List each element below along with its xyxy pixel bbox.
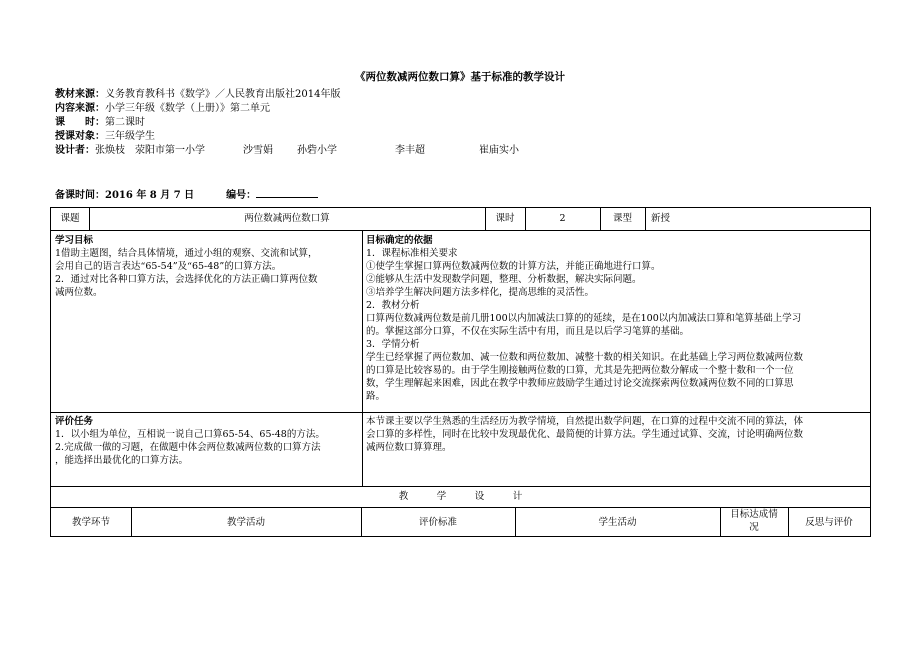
col-student-activity: 学生活动	[598, 517, 637, 528]
meta-row-designer: 设计者：张焕枝 荥阳市第一小学 沙雪娟 孙砦小学 李丰超 崔庙实小	[55, 145, 519, 156]
eval-line: 2.完成做一做的习题，在做题中体会两位数减两位数的口算方法	[55, 442, 321, 453]
eval-desc-line: 会口算的多样性，同时在比较中发现最优化、最简便的计算方法。学生通过试算、交流，讨论明确两位数	[366, 429, 804, 440]
eval-desc-line: 减两位数口算算理。	[366, 442, 452, 453]
type-value: 新授	[651, 213, 671, 224]
evaluation-tasks	[55, 415, 360, 467]
number-blank	[256, 188, 318, 198]
meta-row-audience: 授课对象：三年级学生	[55, 131, 155, 142]
date-line: 备课时间：2016 年 8 月 7 日 编号：	[55, 186, 318, 201]
basis-line: 1．课程标准相关要求	[366, 248, 458, 259]
col-goal-achievement: 目标达成情况	[730, 509, 778, 533]
row-line	[51, 486, 870, 487]
basis-line: 2．教材分析	[366, 300, 420, 311]
meta-row-source: 教材来源：义务教育教科书《数学》／人民教育出版社2014年版	[55, 89, 341, 100]
goal-line: 2．通过对比各种口算方法，会选择优化的方法正确口算两位数	[55, 274, 318, 285]
learning-goals	[55, 234, 360, 299]
row-line	[51, 230, 870, 231]
col-teaching-step: 教学环节	[71, 517, 110, 528]
col-line	[362, 230, 363, 486]
col-line	[720, 507, 721, 537]
goal-line: 会用自己的语言表达“65-54”及“65-48”的口算方法。	[55, 261, 282, 272]
goal-basis	[366, 234, 868, 403]
eval-line: ，能选择出最优化的口算方法。	[55, 455, 189, 466]
goal-line: 1借助主题图，结合具体情境，通过小组的观察、交流和试算，	[55, 248, 318, 259]
meta-row-period: 课 时：第二课时	[55, 117, 145, 128]
col-eval-standard: 评价标准	[418, 517, 457, 528]
evaluation-heading: 评价任务	[55, 416, 94, 427]
evaluation-description	[366, 415, 868, 454]
basis-line: 路。	[366, 391, 386, 402]
basis-line: 学生已经掌握了两位数加、减一位数和两位数加、减整十数的相关知识。在此基础上学习两位数减两位数	[366, 352, 804, 363]
period-label: 课时	[495, 213, 515, 224]
row-line	[51, 412, 870, 413]
basis-line: ③培养学生解决问题方法多样化，提高思维的灵活性。	[366, 287, 595, 298]
basis-line: ①使学生掌握口算两位数减两位数的计算方法，并能正确地进行口算。	[366, 261, 661, 272]
col-reflection: 反思与评价	[805, 517, 853, 528]
col-teaching-activity: 教学活动	[226, 517, 265, 528]
basis-line: 口算两位数减两位数是前几册100以内加减法口算的的延续，是在100以内加减法口算和笔算基础上学习	[366, 313, 802, 324]
basis-line: 的。掌握这部分口算，不仅在实际生活中有用，而且是以后学习笔算的基础。	[366, 326, 690, 337]
basis-line: 的口算是比较容易的。由于学生刚接触两位数的口算，尤其是先把两位数分解成一个整十数和一个一位	[366, 365, 794, 376]
basis-line: 数，学生理解起来困难，因此在教学中教师应鼓励学生通过讨论交流探索两位数减两位数不同的口算思	[366, 378, 794, 389]
basis-line: 3．学情分析	[366, 339, 420, 350]
goal-basis-heading: 目标确定的依据	[366, 235, 433, 246]
eval-line: 1．以小组为单位，互相说一说自己口算65-54、65-48的方法。	[55, 429, 325, 440]
basis-line: ②能够从生活中发现数学问题，整理、分析数据，解决实际问题。	[366, 274, 642, 285]
col-line	[645, 208, 646, 230]
course-label: 课题	[60, 213, 80, 224]
learning-goals-heading: 学习目标	[55, 235, 94, 246]
goal-line: 减两位数。	[55, 287, 103, 298]
type-label: 课型	[612, 213, 632, 224]
course-value: 两位数减两位数口算	[244, 213, 330, 224]
meta-info	[55, 88, 519, 158]
document-title: 《两位数减两位数口算》基于标准的教学设计	[355, 71, 565, 83]
design-title: 教 学 设 计	[398, 491, 523, 502]
lesson-table	[50, 207, 871, 537]
meta-row-content: 内容来源：小学三年级《数学（上册）》第二单元	[55, 103, 270, 114]
eval-desc-line: 本节课主要以学生熟悉的生活经历为教学情境，自然提出数学问题，在口算的过程中交流不同的算法，体	[366, 416, 804, 427]
period-value: 2	[559, 213, 566, 224]
